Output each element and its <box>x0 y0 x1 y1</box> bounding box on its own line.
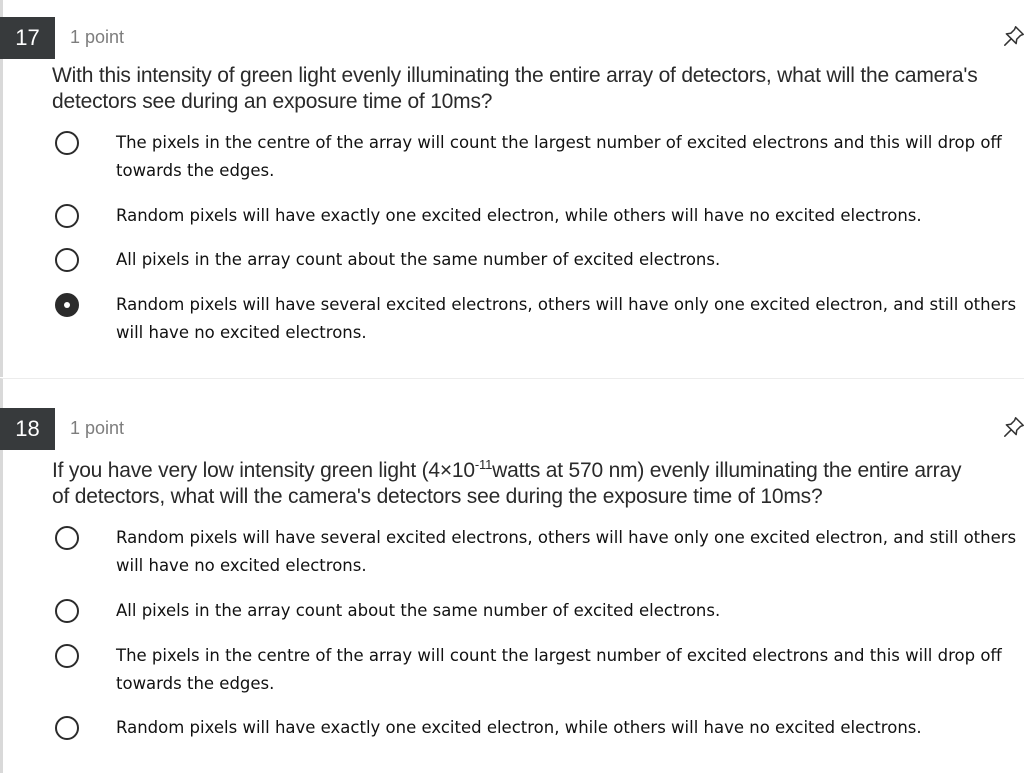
answer-text: Random pixels will have exactly one excited electron, while others will have no excited electrons. <box>116 718 922 737</box>
question-points: 1 point <box>70 27 125 47</box>
answer-text: The pixels in the centre of the array will count the largest number of excited electrons and this will drop off towards the edges. <box>116 646 1002 693</box>
prompt-exponent: -11 <box>474 457 493 472</box>
radio-button[interactable] <box>55 599 79 623</box>
question-number: 17 <box>0 17 55 59</box>
answer-text: The pixels in the centre of the array will count the largest number of excited electrons and this will drop off towards the edges. <box>116 133 1002 180</box>
prompt-text: watts at 570 nm) evenly illuminating the entire array of detectors, what will the camera's detectors see during the exposure time of 10ms? <box>52 459 962 508</box>
radio-button[interactable] <box>55 248 79 272</box>
answer-text: Random pixels will have several excited electrons, others will have only one excited electron, and still others will have no excited electrons. <box>116 295 1017 342</box>
answer-text: Random pixels will have several excited electrons, others will have only one excited electron, and still others will have no excited electrons. <box>116 528 1017 575</box>
prompt-text: If you have very low intensity green light (4×10 <box>52 459 475 482</box>
radio-button[interactable] <box>55 204 79 228</box>
question-prompt: With this intensity of green light evenly illuminating the entire array of detectors, what will the camera's detectors see during an exposure time of 10ms? <box>52 64 978 113</box>
radio-button[interactable] <box>55 131 79 155</box>
question-prompt <box>52 458 982 510</box>
radio-button[interactable] <box>55 716 79 740</box>
question-number: 18 <box>0 408 55 450</box>
radio-button[interactable] <box>55 526 79 550</box>
radio-button[interactable] <box>55 644 79 668</box>
answer-text: All pixels in the array count about the same number of excited electrons. <box>116 250 721 269</box>
radio-button-checked[interactable] <box>55 293 79 317</box>
pushpin-icon[interactable] <box>1001 414 1024 440</box>
answer-text: All pixels in the array count about the same number of excited electrons. <box>116 601 721 620</box>
question-17 <box>0 0 1024 377</box>
question-18 <box>0 378 1024 773</box>
pushpin-icon[interactable] <box>1001 23 1024 49</box>
question-points: 1 point <box>70 418 125 438</box>
answer-text: Random pixels will have exactly one excited electron, while others will have no excited electrons. <box>116 206 922 225</box>
